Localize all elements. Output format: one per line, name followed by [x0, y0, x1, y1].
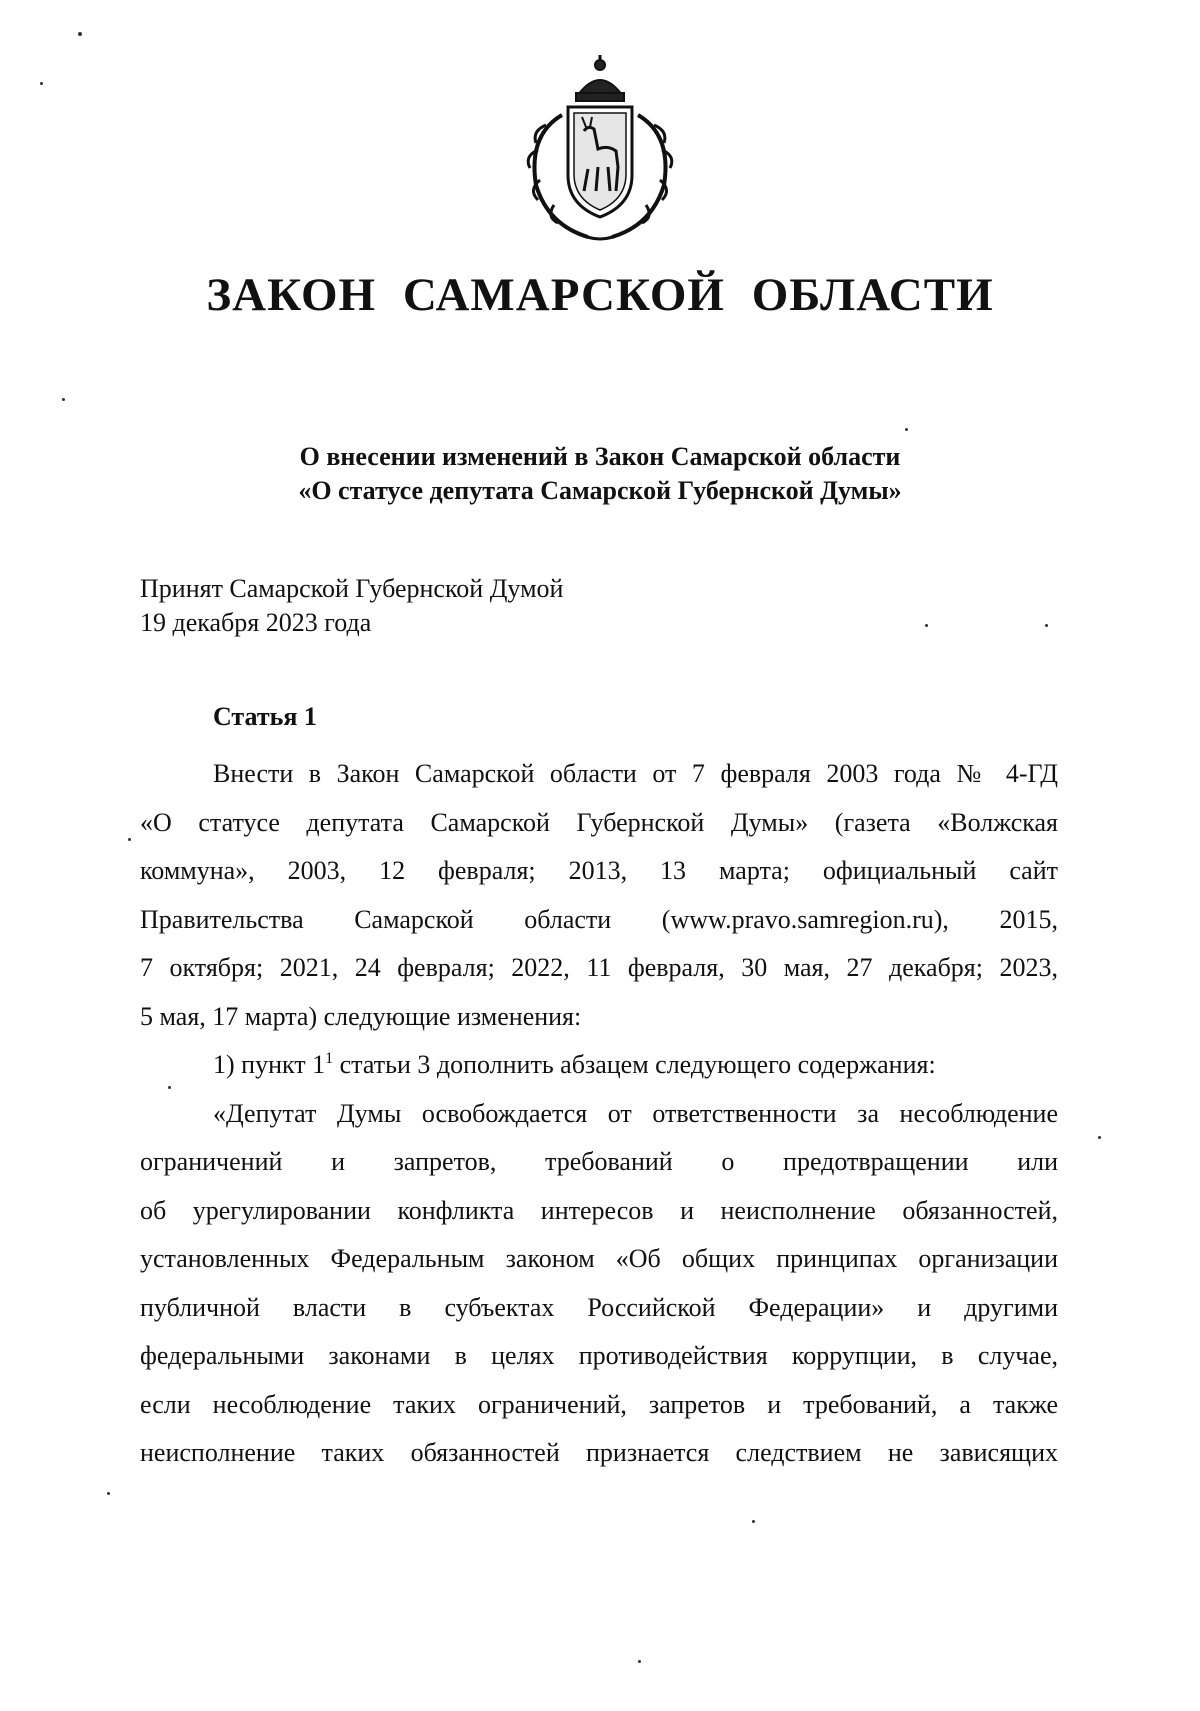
adoption-note: [140, 572, 563, 640]
text-line: федеральными законами в целях противодействия коррупции, в случае,: [140, 1341, 1058, 1370]
text-line: «О статусе депутата Самарской Губернской Думы» (газета «Волжская: [140, 807, 1058, 837]
text-line: коммуна», 2003, 12 февраля; 2013, 13 марта; официальный сайт: [140, 856, 1058, 885]
amendment-item-1: [140, 1041, 1058, 1090]
text-line: Правительства Самарской области (www.pravo.samregion.ru), 2015,: [140, 904, 1058, 934]
subject-line: «О статусе депутата Самарской Губернской Думы»: [298, 476, 902, 505]
text-line: публичной власти в субъектах Российской Федерации» и другими: [140, 1292, 1058, 1322]
subject-line: О внесении изменений в Закон Самарской области: [299, 442, 901, 471]
text-line: ограничений и запретов, требований о предотвращении или: [140, 1147, 1058, 1176]
article-body: [140, 750, 1058, 1478]
law-title: ЗАКОН САМАРСКОЙ ОБЛАСТИ: [206, 269, 994, 321]
adopted-by: Принят Самарской Губернской Думой: [140, 574, 564, 603]
text-line: «Депутат Думы освобождается от ответственности за несоблюдение: [213, 1098, 1058, 1128]
law-subject: [0, 440, 1200, 508]
samara-coat-of-arms-emblem: [518, 55, 682, 245]
text-line: 7 октября; 2021, 24 февраля; 2022, 11 февраля, 30 мая, 27 декабря; 2023,: [140, 953, 1058, 982]
text-line: об урегулировании конфликта интересов и неисполнение обязанностей,: [140, 1195, 1058, 1225]
text-line: 5 мая, 17 марта) следующие изменения:: [140, 1001, 582, 1031]
adoption-date: 19 декабря 2023 года: [140, 608, 372, 637]
text-line: если несоблюдение таких ограничений, запретов и требований, а также: [140, 1389, 1058, 1419]
text-line: неисполнение таких обязанностей признается следствием не зависящих: [140, 1438, 1058, 1467]
item-text-after: статьи 3 дополнить абзацем следующего содержания:: [333, 1050, 936, 1079]
item-superscript: 1: [325, 1050, 334, 1067]
article-heading: Статья 1: [213, 702, 317, 731]
item-text-before: 1) пункт 1: [213, 1050, 326, 1079]
text-line: установленных Федеральным законом «Об общих принципах организации: [140, 1244, 1058, 1273]
text-line: Внести в Закон Самарской области от 7 февраля 2003 года № 4-ГД: [213, 759, 1058, 788]
